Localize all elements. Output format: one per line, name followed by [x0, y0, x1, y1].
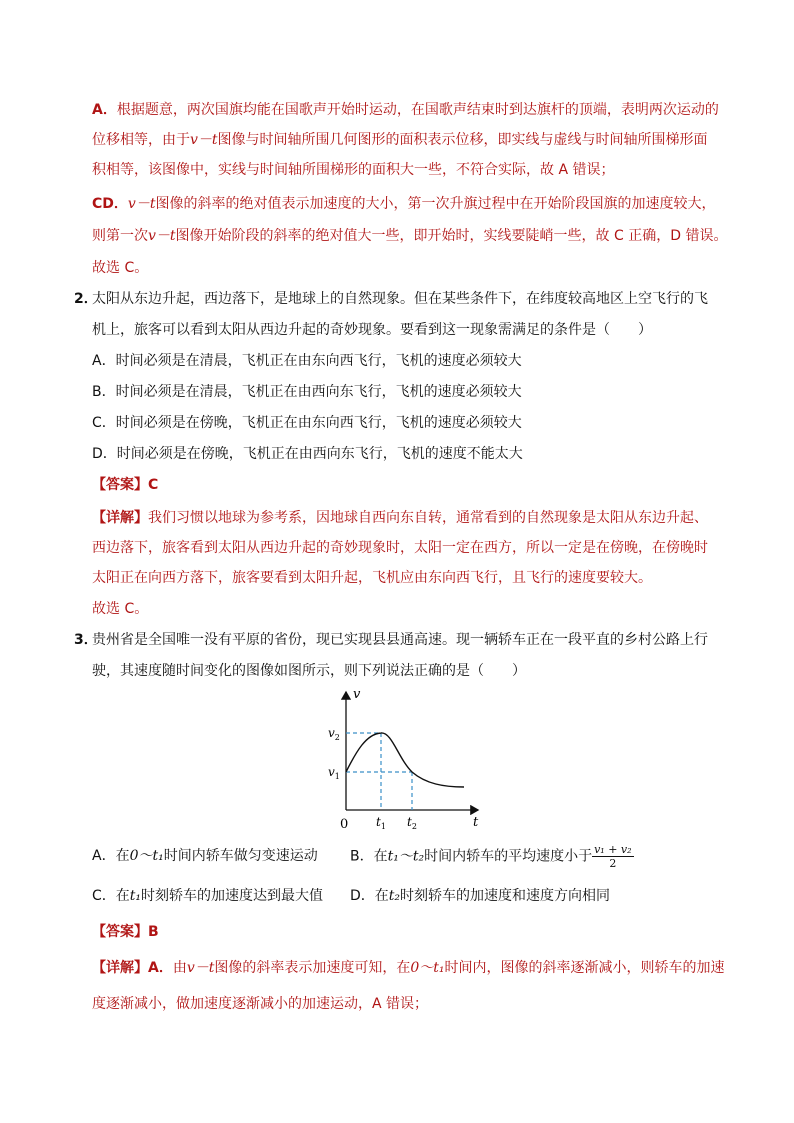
prev-explanation-a-line1: A．根据题意，两次国旗均能在国歌声开始时运动，在国歌声结束时到达旗杆的顶端，表明两次运动的: [92, 102, 719, 118]
q3-option-a: A．在0～t₁时间内轿车做匀变速运动: [92, 848, 318, 864]
t2-label: $t_2$: [407, 815, 417, 831]
q2-option-c: C．时间必须是在傍晚，飞机正在由东向西飞行，飞机的速度必须较大: [92, 415, 522, 431]
q3-option-b: B．在t₁～t₂时间内轿车的平均速度小于 $\frac{\text{v₁ + v₂}}{2}$: [350, 843, 632, 870]
q2-option-a: A．时间必须是在清晨，飞机正在由东向西飞行，飞机的速度必须较大: [92, 353, 522, 369]
q2-detail-line3: 太阳正在向西方落下，旅客要看到太阳升起，飞机应由东向西飞行，且飞行的速度要较大。: [92, 570, 652, 586]
q2-option-d: D．时间必须是在傍晚，飞机正在由西向东飞行，飞机的速度不能太大: [92, 446, 523, 462]
q3-vt-graph: [320, 684, 490, 834]
average-velocity-fraction: $\frac{\text{v₁ + v₂}}{2}$: [594, 843, 632, 870]
q2-number: 2．: [74, 291, 98, 307]
prev-explanation-conclusion: 故选 C。: [92, 260, 149, 276]
q3-answer: 【答案】B: [92, 924, 159, 940]
velocity-curve: [346, 733, 464, 787]
prev-explanation-cd-line2: 则第一次v－t图像开始阶段的斜率的绝对值大一些，即开始时，实线要陡峭一些，故 C 正确，D 错误。: [92, 228, 728, 244]
q2-stem-line2: 机上，旅客可以看到太阳从西边升起的奇妙现象。要看到这一现象需满足的条件是（ ）: [92, 322, 652, 338]
origin-label: 0: [340, 817, 349, 832]
q2-detail-line1: 【详解】我们习惯以地球为参考系，因地球自西向东自转，通常看到的自然现象是太阳从东边升起、: [92, 510, 708, 526]
v2-label: $v_2$: [328, 726, 340, 742]
v1-label: $v_1$: [328, 765, 340, 781]
q2-detail-line2: 西边落下，旅客看到太阳从西边升起的奇妙现象时，太阳一定在西方，所以一定是在傍晚，在傍晚时: [92, 540, 708, 556]
q2-option-b: B．时间必须是在清晨，飞机正在由西向东飞行，飞机的速度必须较大: [92, 384, 522, 400]
q3-detail-line1: 【详解】A．由v－t图像的斜率表示加速度可知，在0～t₁时间内，图像的斜率逐渐减小，则轿车的加速: [92, 960, 725, 976]
q3-stem-line2: 驶，其速度随时间变化的图像如图所示，则下列说法正确的是（ ）: [92, 663, 526, 679]
prev-explanation-cd-line1: CD．v－t图像的斜率的绝对值表示加速度的大小，第一次升旗过程中在开始阶段国旗的加速度较大，: [92, 196, 716, 212]
q3-detail-line2: 度逐渐减小，做加速度逐渐减小的加速运动，A 错误；: [92, 996, 429, 1012]
t1-label: $t_1$: [376, 815, 386, 831]
q3-number: 3．: [74, 632, 98, 648]
q2-answer: 【答案】C: [92, 477, 159, 493]
y-axis-label: v: [353, 687, 361, 702]
q3-option-c: C．在t₁时刻轿车的加速度达到最大值: [92, 888, 324, 904]
q3-option-d: D．在t₂时刻轿车的加速度和速度方向相同: [350, 888, 611, 904]
q2-stem-line1: 太阳从东边升起，西边落下，是地球上的自然现象。但在某些条件下，在纬度较高地区上空飞行的飞: [92, 291, 708, 307]
q2-conclusion: 故选 C。: [92, 601, 149, 617]
x-axis-label: t: [473, 815, 479, 830]
prev-explanation-a-line3: 积相等，该图像中，实线与时间轴所围梯形的面积大一些，不符合实际，故 A 错误；: [92, 162, 615, 178]
prev-explanation-a-line2: 位移相等，由于v－t图像与时间轴所围几何图形的面积表示位移，即实线与虚线与时间轴所围梯形面: [92, 132, 708, 148]
q3-stem-line1: 贵州省是全国唯一没有平原的省份，现已实现县县通高速。现一辆轿车正在一段平直的乡村公路上行: [92, 632, 708, 648]
